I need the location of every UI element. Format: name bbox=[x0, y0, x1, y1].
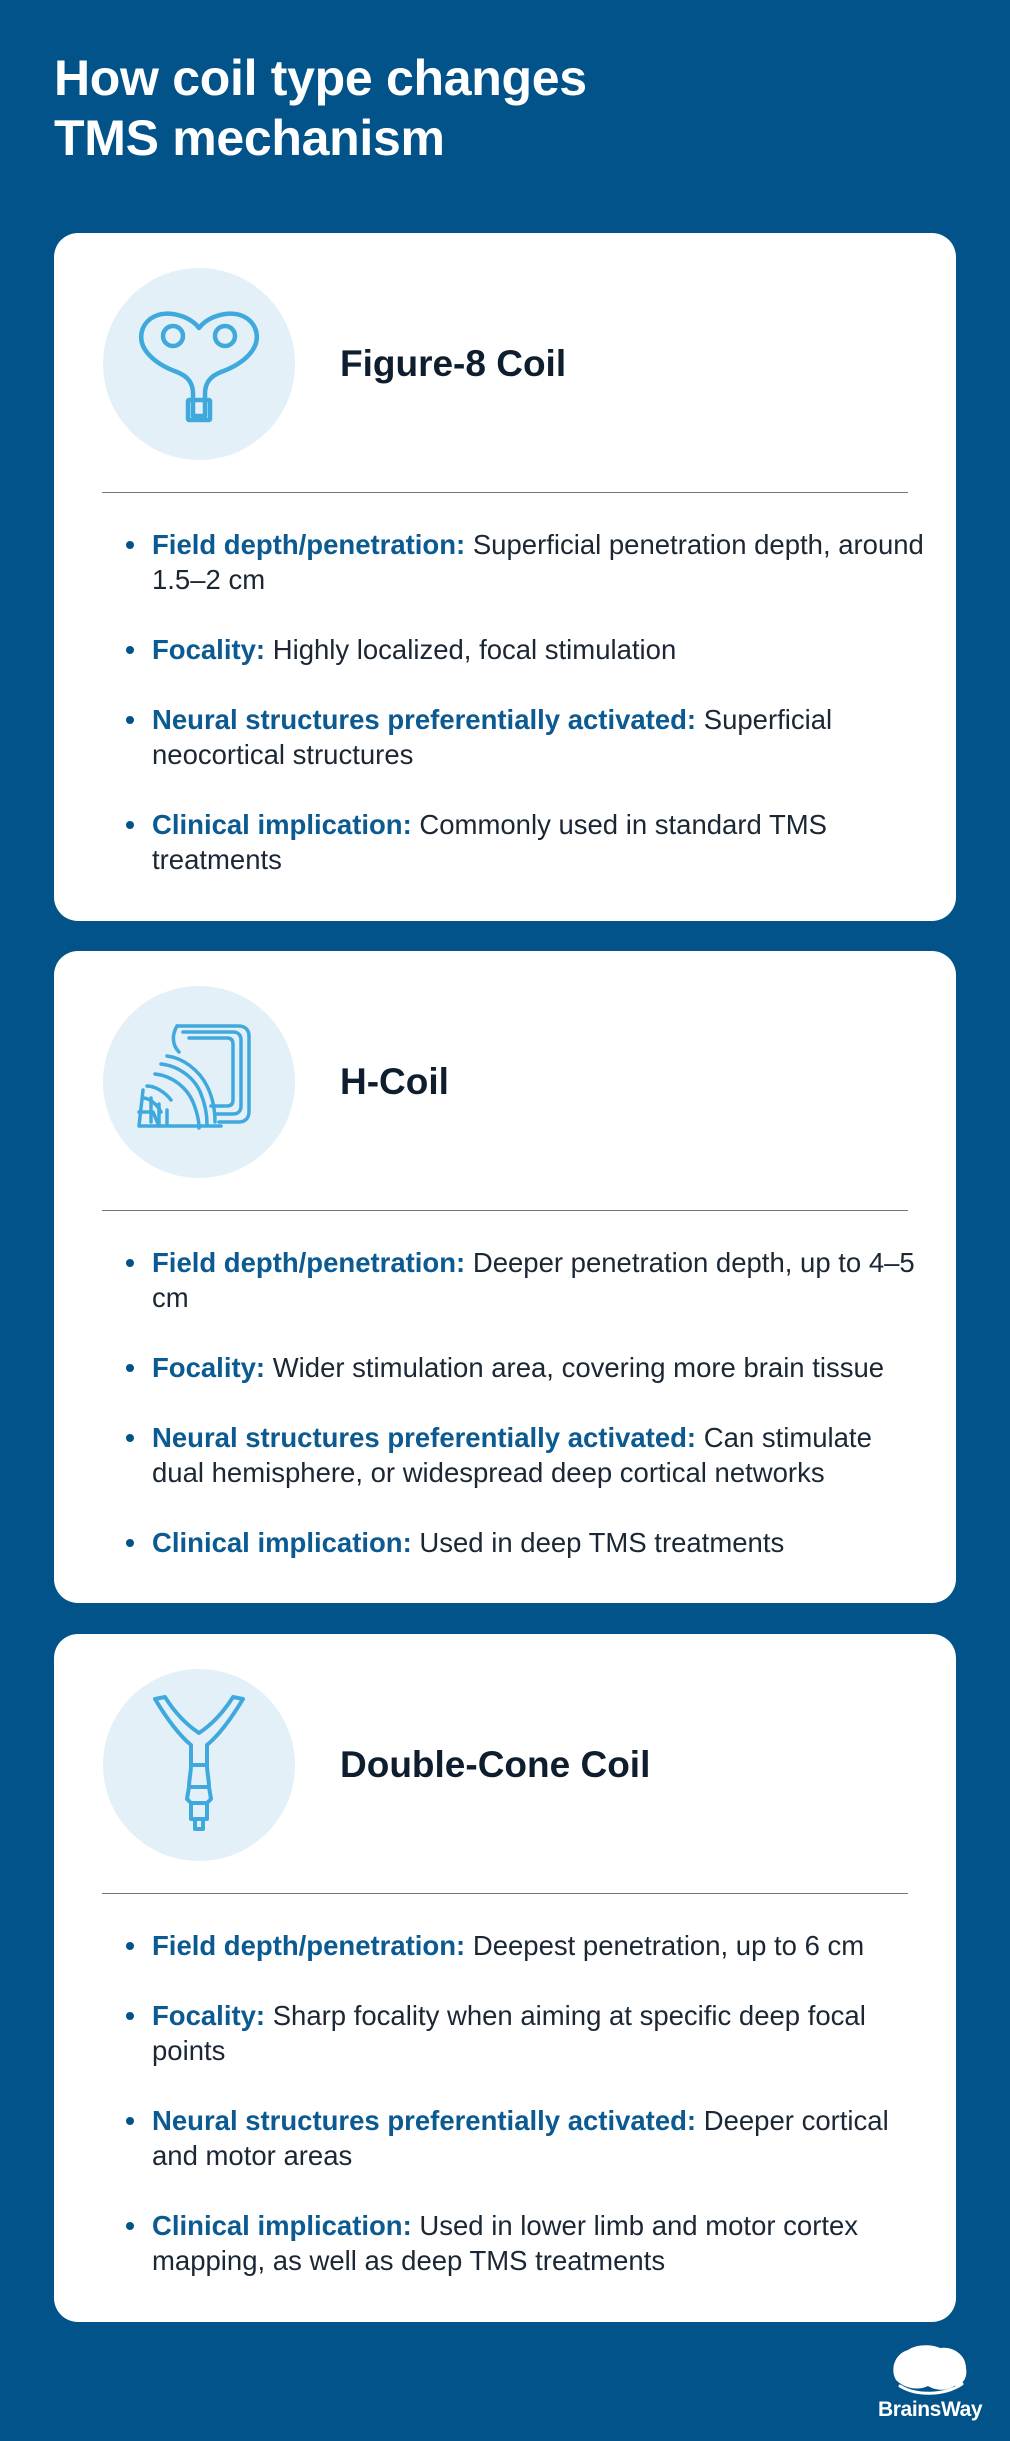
card-divider bbox=[102, 1210, 908, 1211]
brainsway-logo bbox=[872, 2340, 992, 2430]
bullet-label: Field depth/penetration: bbox=[152, 1247, 466, 1278]
bullet-text: Used in lower limb and motor cortex mapping, as well as deep TMS treatments bbox=[152, 2210, 859, 2276]
list-item-field-depth bbox=[126, 1928, 926, 1963]
figure-8-coil-card bbox=[54, 233, 956, 921]
h-coil-card bbox=[54, 951, 956, 1603]
bullet-label: Neural structures preferentially activated: bbox=[152, 704, 697, 735]
double-cone-coil-icon-circle bbox=[103, 1669, 295, 1861]
double-cone-coil-card bbox=[54, 1634, 956, 2322]
bullet-label: Focality: bbox=[152, 634, 266, 665]
bullet-text: Commonly used in standard TMS treatments bbox=[152, 809, 827, 875]
bullet-text: Sharp focality when aiming at specific deep focal points bbox=[152, 2000, 866, 2066]
bullet-label: Focality: bbox=[152, 1352, 266, 1383]
bullet-label: Field depth/penetration: bbox=[152, 529, 466, 560]
list-item-focality bbox=[126, 632, 926, 667]
bullet-text: Superficial penetration depth, around 1.5–2 cm bbox=[152, 529, 924, 595]
bullet-text: Highly localized, focal stimulation bbox=[265, 634, 677, 665]
brand-name: BrainsWay bbox=[878, 2398, 983, 2421]
bullet-text: Wider stimulation area, covering more brain tissue bbox=[265, 1352, 885, 1383]
bullet-label: Clinical implication: bbox=[152, 809, 412, 840]
double-cone-coil-icon bbox=[103, 1669, 295, 1861]
figure-8-coil-list bbox=[126, 527, 926, 912]
bullet-label: Field depth/penetration: bbox=[152, 1930, 466, 1961]
bullet-text: Deeper penetration depth, up to 4–5 cm bbox=[152, 1247, 915, 1313]
list-item-neural-structures bbox=[126, 1420, 926, 1490]
figure-8-coil-title: Figure-8 Coil bbox=[340, 343, 567, 384]
bullet-text: Deepest penetration, up to 6 cm bbox=[465, 1930, 865, 1961]
list-item-focality bbox=[126, 1998, 926, 2068]
bullet-text: Superficial neocortical structures bbox=[152, 704, 833, 770]
brain-logo-icon bbox=[886, 2340, 972, 2398]
list-item-focality bbox=[126, 1350, 926, 1385]
bullet-label: Neural structures preferentially activated: bbox=[152, 1422, 697, 1453]
double-cone-coil-list bbox=[126, 1928, 926, 2313]
list-item-clinical-implication bbox=[126, 2208, 926, 2278]
card-divider bbox=[102, 492, 908, 493]
h-coil-icon-circle bbox=[103, 986, 295, 1178]
list-item-neural-structures bbox=[126, 702, 926, 772]
bullet-label: Clinical implication: bbox=[152, 2210, 412, 2241]
card-divider bbox=[102, 1893, 908, 1894]
page-title-line-1: How coil type changes bbox=[54, 50, 587, 106]
bullet-text: Can stimulate dual hemisphere, or widespread deep cortical networks bbox=[152, 1422, 872, 1488]
bullet-label: Neural structures preferentially activated: bbox=[152, 2105, 697, 2136]
list-item-clinical-implication bbox=[126, 807, 926, 877]
figure-8-coil-icon-circle bbox=[103, 268, 295, 460]
bullet-text: Deeper cortical and motor areas bbox=[152, 2105, 889, 2171]
figure-8-coil-icon bbox=[103, 268, 295, 460]
double-cone-coil-title: Double-Cone Coil bbox=[340, 1744, 651, 1785]
h-coil-title: H-Coil bbox=[340, 1061, 449, 1102]
page-title-line-2: TMS mechanism bbox=[54, 110, 445, 166]
bullet-text: Used in deep TMS treatments bbox=[411, 1527, 785, 1558]
list-item-clinical-implication bbox=[126, 1525, 926, 1560]
list-item-field-depth bbox=[126, 1245, 926, 1315]
bullet-label: Clinical implication: bbox=[152, 1527, 412, 1558]
h-coil-icon bbox=[103, 986, 295, 1178]
h-coil-list bbox=[126, 1245, 926, 1595]
list-item-field-depth bbox=[126, 527, 926, 597]
list-item-neural-structures bbox=[126, 2103, 926, 2173]
bullet-label: Focality: bbox=[152, 2000, 266, 2031]
page-title bbox=[54, 48, 754, 168]
